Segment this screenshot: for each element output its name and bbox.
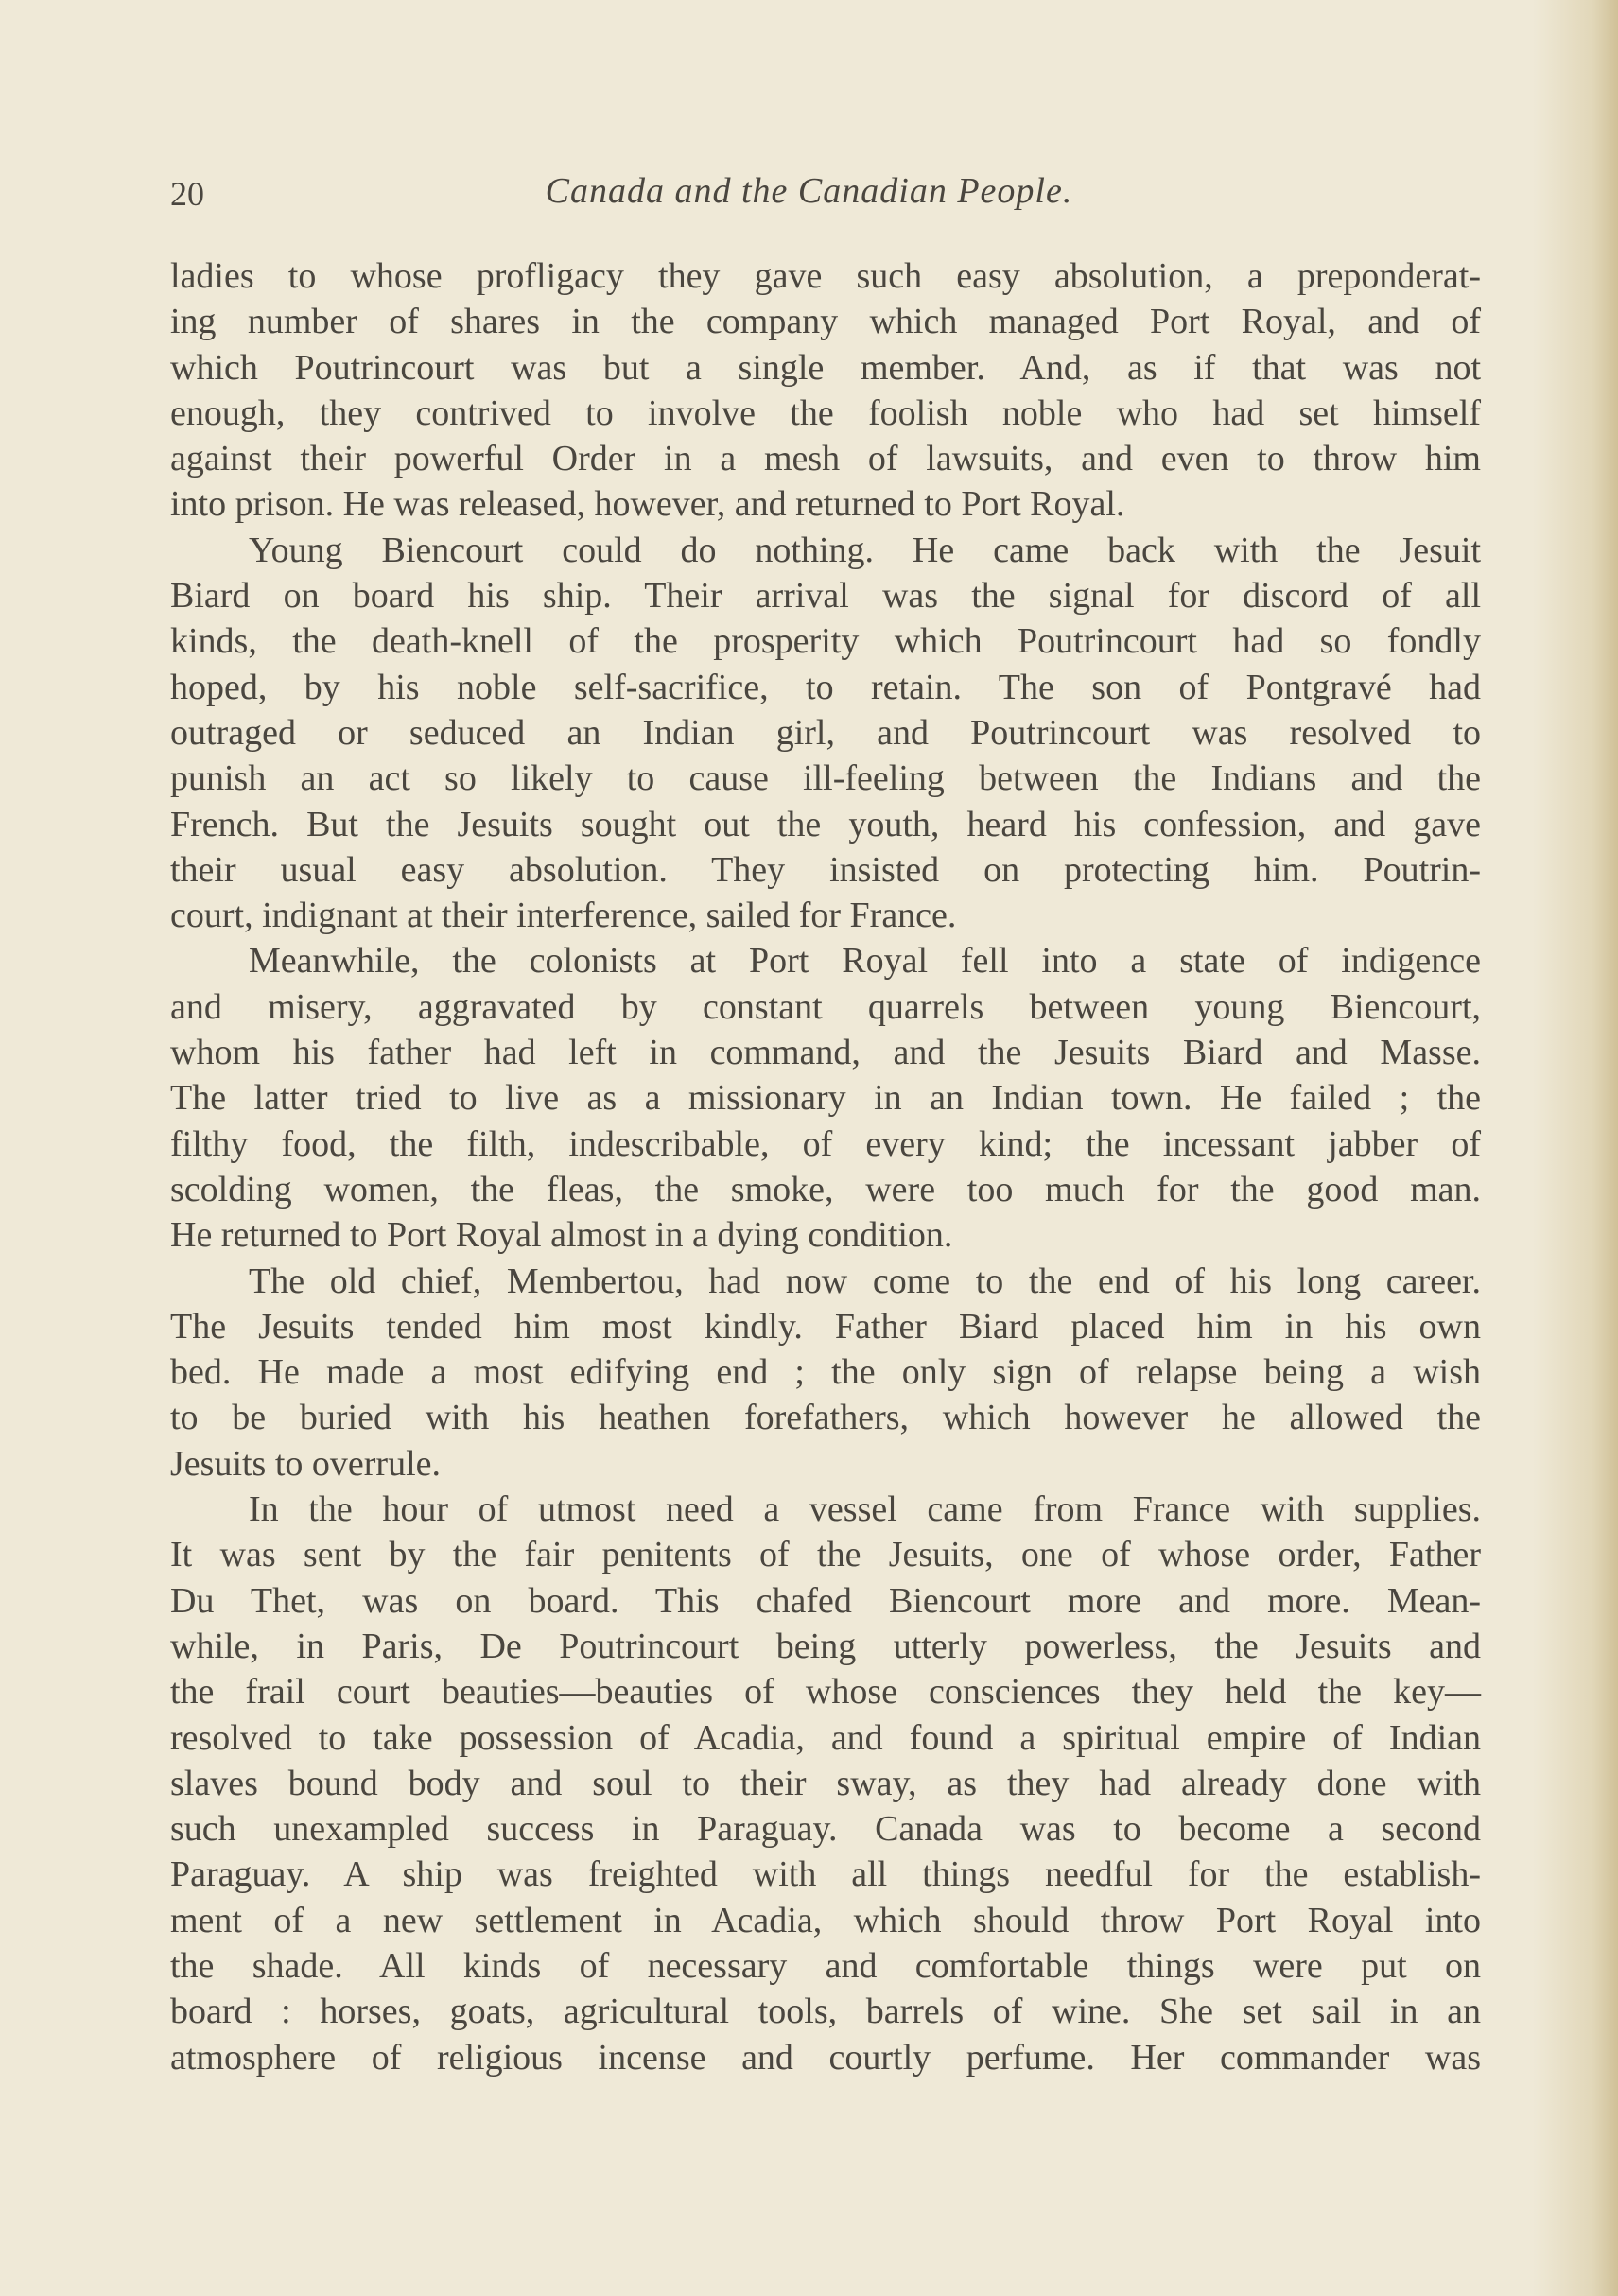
text-line: enough, they contrived to involve the foolish noble who had set himself — [170, 392, 1481, 433]
page-body — [170, 253, 1481, 2080]
text-line: ment of a new settlement in Acadia, which should throw Port Royal into — [170, 1900, 1481, 1940]
text-line: Meanwhile, the colonists at Port Royal fell into a state of indigence — [249, 941, 1481, 982]
text-line: which Poutrincourt was but a single member. And, as if that was not — [170, 347, 1481, 388]
text-line: slaves bound body and soul to their sway, as they had already done with — [170, 1763, 1481, 1803]
text-line: bed. He made a most edifying end ; the only sign of relapse being a wish — [170, 1352, 1481, 1393]
text-line: Du Thet, was on board. This chafed Biencourt more and more. Mean- — [170, 1580, 1481, 1621]
text-line: to be buried with his heathen forefathers, which however he allowed the — [170, 1398, 1481, 1438]
text-line: Paraguay. A ship was freighted with all things needful for the establish- — [170, 1854, 1481, 1895]
text-line: ladies to whose profligacy they gave such easy absolution, a preponderat- — [170, 256, 1481, 296]
text-line: against their powerful Order in a mesh of lawsuits, and even to throw him — [170, 439, 1481, 479]
page-binding-shadow — [1533, 0, 1618, 2296]
text-line: the frail court beauties—beauties of whose consciences they held the key— — [170, 1672, 1481, 1713]
text-line: scolding women, the fleas, the smoke, were too much for the good man. — [170, 1169, 1481, 1209]
text-line: In the hour of utmost need a vessel came from France with supplies. — [249, 1489, 1481, 1530]
text-line: The Jesuits tended him most kindly. Father Biard placed him in his own — [170, 1306, 1481, 1347]
text-line: such unexampled success in Paraguay. Canada was to become a second — [170, 1809, 1481, 1850]
text-line: the shade. All kinds of necessary and comfortable things were put on — [170, 1945, 1481, 1986]
text-line: whom his father had left in command, and the Jesuits Biard and Masse. — [170, 1033, 1481, 1073]
text-line: filthy food, the filth, indescribable, of every kind; the incessant jabber of — [170, 1123, 1481, 1164]
text-line: Young Biencourt could do nothing. He came back with the Jesuit — [249, 530, 1481, 570]
paragraph — [170, 1259, 1481, 1487]
text-line: punish an act so likely to cause ill-feeling between the Indians and the — [170, 758, 1481, 799]
text-line: kinds, the death-knell of the prosperity which Poutrincourt had so fondly — [170, 621, 1481, 662]
text-line: into prison. He was released, however, and returned to Port Royal. — [170, 484, 1125, 525]
text-line: outraged or seduced an Indian girl, and Poutrincourt was resolved to — [170, 712, 1481, 753]
page-number: 20 — [170, 175, 204, 213]
paragraph — [170, 1487, 1481, 2080]
text-line: It was sent by the fair penitents of the Jesuits, one of whose order, Father — [170, 1535, 1481, 1575]
paragraph — [170, 938, 1481, 1258]
text-line: He returned to Port Royal almost in a dying condition. — [170, 1215, 953, 1256]
text-line: French. But the Jesuits sought out the youth, heard his confession, and gave — [170, 804, 1481, 844]
text-line: their usual easy absolution. They insisted on protecting him. Poutrin- — [170, 849, 1481, 890]
paragraph — [170, 253, 1481, 528]
text-line: board : horses, goats, agricultural tools, barrels of wine. She set sail in an — [170, 1992, 1481, 2032]
text-line: atmosphere of religious incense and courtly perfume. Her commander was — [170, 2037, 1481, 2078]
text-line: and misery, aggravated by constant quarrels between young Biencourt, — [170, 986, 1481, 1027]
text-line: Biard on board his ship. Their arrival was the signal for discord of all — [170, 576, 1481, 617]
text-line: The latter tried to live as a missionary in an Indian town. He failed ; the — [170, 1078, 1481, 1119]
text-line: court, indignant at their interference, sailed for France. — [170, 896, 957, 936]
running-title: Canada and the Canadian People. — [545, 171, 1073, 211]
text-line: ing number of shares in the company which managed Port Royal, and of — [170, 302, 1481, 342]
text-line: hoped, by his noble self-sacrifice, to retain. The son of Pontgravé had — [170, 667, 1481, 707]
text-line: The old chief, Membertou, had now come to the end of his long career. — [249, 1261, 1481, 1301]
text-line: resolved to take possession of Acadia, and found a spiritual empire of Indian — [170, 1717, 1481, 1758]
text-line: Jesuits to overrule. — [170, 1443, 442, 1484]
paragraph — [170, 528, 1481, 939]
text-line: while, in Paris, De Poutrincourt being utterly powerless, the Jesuits and — [170, 1626, 1481, 1666]
